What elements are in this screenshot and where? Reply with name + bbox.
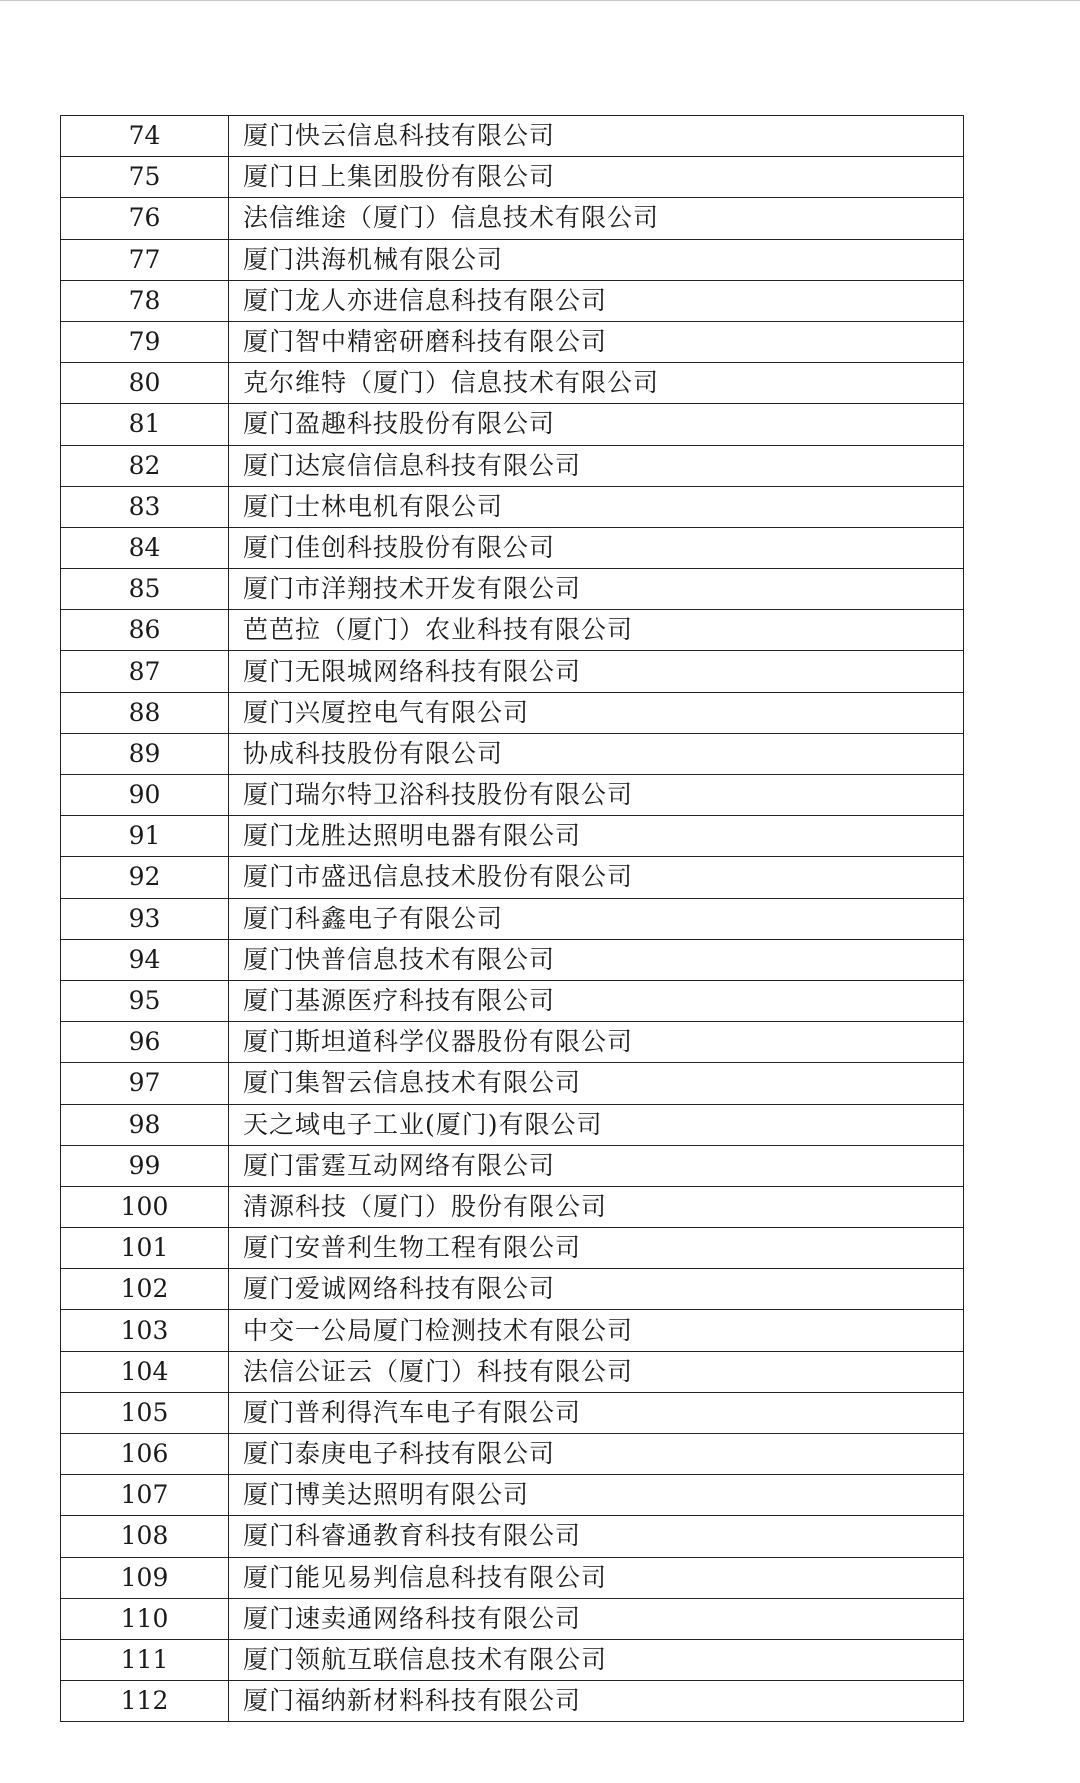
- company-name: 厦门集智云信息技术有限公司: [229, 1063, 964, 1104]
- row-number: 100: [61, 1186, 229, 1227]
- company-name: 厦门斯坦道科学仪器股份有限公司: [229, 1022, 964, 1063]
- table-row: [61, 651, 964, 692]
- company-name: 中交一公局厦门检测技术有限公司: [229, 1310, 964, 1351]
- table-row: [61, 1351, 964, 1392]
- table-row: [61, 1392, 964, 1433]
- table-row: [61, 1681, 964, 1722]
- table-row: [61, 280, 964, 321]
- row-number: 87: [61, 651, 229, 692]
- row-number: 74: [61, 116, 229, 157]
- company-name: 法信公证云（厦门）科技有限公司: [229, 1351, 964, 1392]
- table-row: [61, 1063, 964, 1104]
- company-name: 厦门快云信息科技有限公司: [229, 116, 964, 157]
- table-row: [61, 1639, 964, 1680]
- table-row: [61, 1145, 964, 1186]
- row-number: 76: [61, 198, 229, 239]
- table-row: [61, 1310, 964, 1351]
- table-row: [61, 898, 964, 939]
- table-row: [61, 1475, 964, 1516]
- row-number: 90: [61, 775, 229, 816]
- company-name: 厦门安普利生物工程有限公司: [229, 1228, 964, 1269]
- row-number: 75: [61, 157, 229, 198]
- company-name: 厦门福纳新材料科技有限公司: [229, 1681, 964, 1722]
- company-name: 厦门龙胜达照明电器有限公司: [229, 816, 964, 857]
- row-number: 84: [61, 527, 229, 568]
- row-number: 94: [61, 939, 229, 980]
- table-row: [61, 1022, 964, 1063]
- row-number: 111: [61, 1639, 229, 1680]
- company-list-body: [61, 116, 964, 1722]
- table-row: [61, 198, 964, 239]
- company-name: 厦门市洋翔技术开发有限公司: [229, 569, 964, 610]
- table-row: [61, 939, 964, 980]
- company-name: 厦门佳创科技股份有限公司: [229, 527, 964, 568]
- row-number: 88: [61, 692, 229, 733]
- company-name: 厦门领航互联信息技术有限公司: [229, 1639, 964, 1680]
- row-number: 80: [61, 363, 229, 404]
- table-row: [61, 1557, 964, 1598]
- page-top-border: [0, 0, 1080, 1]
- company-name: 法信维途（厦门）信息技术有限公司: [229, 198, 964, 239]
- row-number: 89: [61, 733, 229, 774]
- row-number: 112: [61, 1681, 229, 1722]
- table-row: [61, 1186, 964, 1227]
- row-number: 86: [61, 610, 229, 651]
- table-row: [61, 404, 964, 445]
- row-number: 110: [61, 1598, 229, 1639]
- company-name: 厦门普利得汽车电子有限公司: [229, 1392, 964, 1433]
- table-row: [61, 569, 964, 610]
- company-name: 厦门达宸信信息科技有限公司: [229, 445, 964, 486]
- company-name: 芭芭拉（厦门）农业科技有限公司: [229, 610, 964, 651]
- row-number: 79: [61, 321, 229, 362]
- table-row: [61, 116, 964, 157]
- company-name: 协成科技股份有限公司: [229, 733, 964, 774]
- table-row: [61, 239, 964, 280]
- table-row: [61, 445, 964, 486]
- row-number: 93: [61, 898, 229, 939]
- table-row: [61, 1434, 964, 1475]
- company-name: 厦门瑞尔特卫浴科技股份有限公司: [229, 775, 964, 816]
- table-row: [61, 857, 964, 898]
- company-name: 厦门市盛迅信息技术股份有限公司: [229, 857, 964, 898]
- row-number: 82: [61, 445, 229, 486]
- table-row: [61, 321, 964, 362]
- table-row: [61, 1228, 964, 1269]
- company-name: 厦门士林电机有限公司: [229, 486, 964, 527]
- row-number: 92: [61, 857, 229, 898]
- company-name: 厦门无限城网络科技有限公司: [229, 651, 964, 692]
- company-name: 厦门雷霆互动网络有限公司: [229, 1145, 964, 1186]
- table-row: [61, 363, 964, 404]
- company-name: 厦门快普信息技术有限公司: [229, 939, 964, 980]
- table-row: [61, 157, 964, 198]
- table-row: [61, 1104, 964, 1145]
- row-number: 103: [61, 1310, 229, 1351]
- row-number: 99: [61, 1145, 229, 1186]
- row-number: 104: [61, 1351, 229, 1392]
- row-number: 91: [61, 816, 229, 857]
- row-number: 96: [61, 1022, 229, 1063]
- row-number: 95: [61, 980, 229, 1021]
- company-name: 厦门科鑫电子有限公司: [229, 898, 964, 939]
- row-number: 107: [61, 1475, 229, 1516]
- table-row: [61, 610, 964, 651]
- row-number: 77: [61, 239, 229, 280]
- company-name: 克尔维特（厦门）信息技术有限公司: [229, 363, 964, 404]
- company-name: 厦门日上集团股份有限公司: [229, 157, 964, 198]
- company-name: 厦门基源医疗科技有限公司: [229, 980, 964, 1021]
- company-name: 厦门兴厦控电气有限公司: [229, 692, 964, 733]
- company-name: 厦门洪海机械有限公司: [229, 239, 964, 280]
- table-row: [61, 486, 964, 527]
- row-number: 81: [61, 404, 229, 445]
- row-number: 105: [61, 1392, 229, 1433]
- row-number: 78: [61, 280, 229, 321]
- row-number: 97: [61, 1063, 229, 1104]
- table-row: [61, 816, 964, 857]
- table-row: [61, 1516, 964, 1557]
- table-row: [61, 733, 964, 774]
- row-number: 85: [61, 569, 229, 610]
- company-name: 厦门盈趣科技股份有限公司: [229, 404, 964, 445]
- table-row: [61, 1598, 964, 1639]
- company-name: 厦门泰庚电子科技有限公司: [229, 1434, 964, 1475]
- company-list-table: [60, 115, 964, 1722]
- row-number: 83: [61, 486, 229, 527]
- company-name: 厦门博美达照明有限公司: [229, 1475, 964, 1516]
- table-row: [61, 980, 964, 1021]
- table-row: [61, 1269, 964, 1310]
- company-name: 厦门能见易判信息科技有限公司: [229, 1557, 964, 1598]
- row-number: 109: [61, 1557, 229, 1598]
- company-name: 厦门爱诚网络科技有限公司: [229, 1269, 964, 1310]
- company-name: 厦门龙人亦进信息科技有限公司: [229, 280, 964, 321]
- table-row: [61, 527, 964, 568]
- row-number: 101: [61, 1228, 229, 1269]
- company-name: 天之域电子工业(厦门)有限公司: [229, 1104, 964, 1145]
- row-number: 98: [61, 1104, 229, 1145]
- table-row: [61, 775, 964, 816]
- company-name: 厦门智中精密研磨科技有限公司: [229, 321, 964, 362]
- row-number: 106: [61, 1434, 229, 1475]
- table-row: [61, 692, 964, 733]
- row-number: 102: [61, 1269, 229, 1310]
- company-name: 清源科技（厦门）股份有限公司: [229, 1186, 964, 1227]
- company-name: 厦门速卖通网络科技有限公司: [229, 1598, 964, 1639]
- company-name: 厦门科睿通教育科技有限公司: [229, 1516, 964, 1557]
- row-number: 108: [61, 1516, 229, 1557]
